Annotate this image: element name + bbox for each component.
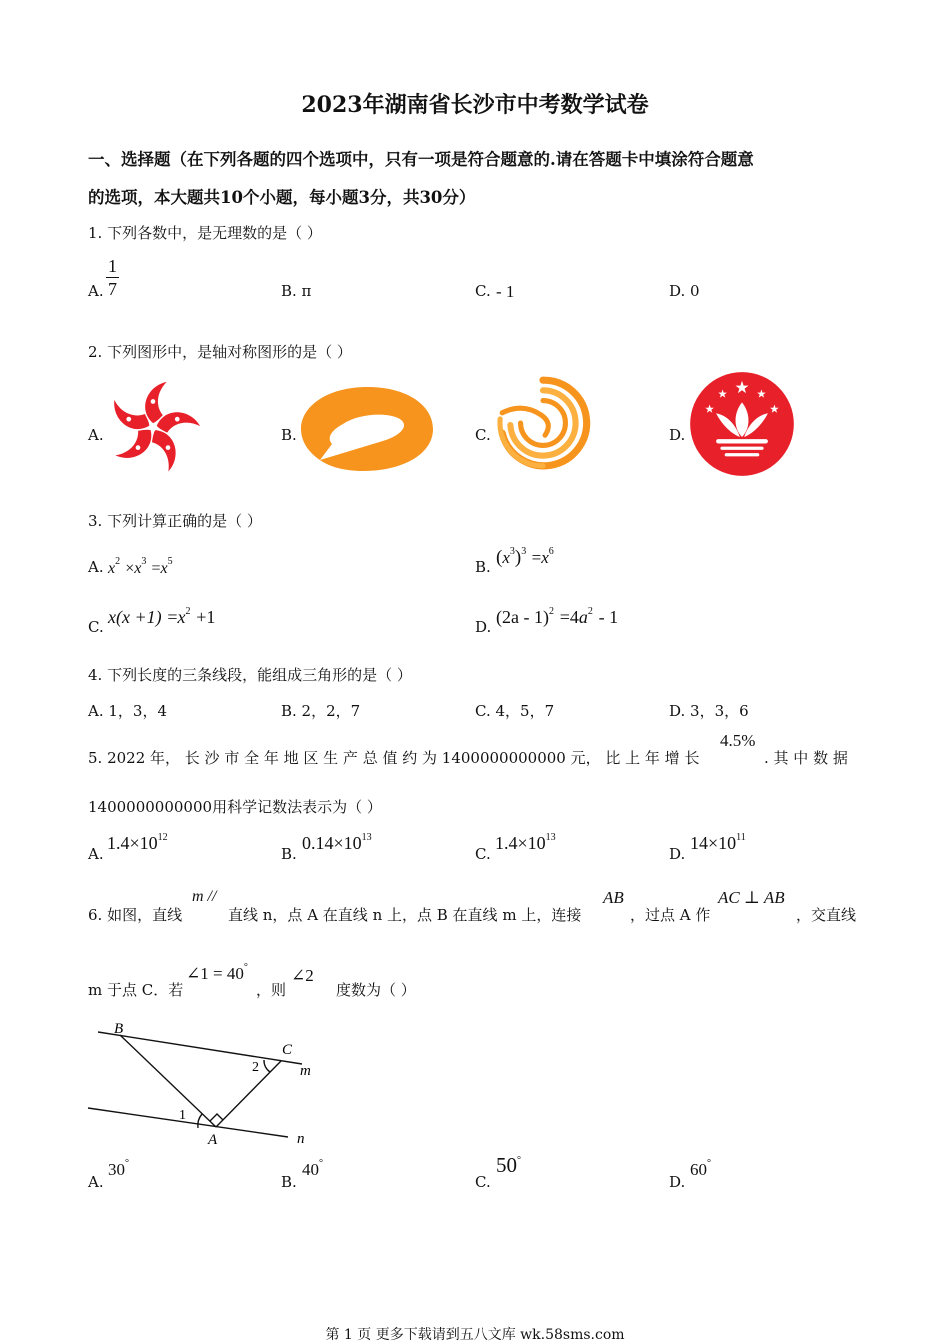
label-b: B <box>114 1021 124 1037</box>
q3-option-b-label: B. <box>475 558 491 576</box>
q5-stem-line1-tail: . 其 中 数 据 <box>764 749 848 767</box>
label-c: C <box>282 1042 293 1058</box>
q5-option-a-value: $1.4\times 10^{12}$ <box>107 832 168 853</box>
q5-stem-line1: 5. 2022 年， 长 沙 市 全 年 地 区 生 产 总 值 约 为 1400000000000 元， 比 上 年 增 长 <box>88 749 700 767</box>
q6-m-parallel: m // <box>192 888 217 905</box>
q5-option-d-label: D. <box>669 845 686 863</box>
q5-option-a-label: A. <box>88 845 104 863</box>
q6-option-b-value: 40° <box>302 1158 323 1179</box>
q1-option-c-value: - 1 <box>496 282 515 301</box>
q5-growth-rate: 4.5% <box>720 731 756 750</box>
phoenix-swirl-logo <box>492 372 594 474</box>
q5-stem-line2: 1400000000000用科学记数法表示为（ ） <box>88 798 382 816</box>
q4-stem: 4. 下列长度的三条线段，能组成三角形的是（ ） <box>88 666 412 684</box>
line-n <box>88 1108 288 1137</box>
fraction-denominator: 7 <box>108 279 117 299</box>
q4-option-b: B. 2，2，7 <box>281 702 361 720</box>
right-angle-mark <box>210 1114 223 1121</box>
label-angle-1: 1 <box>179 1108 186 1123</box>
q3-option-c-expression: $x(x +1) =x^2 +1$ <box>108 606 216 627</box>
q2-stem: 2. 下列图形中，是轴对称图形的是（ ） <box>88 343 352 361</box>
q6-angle1-given: ∠1 = 40° <box>186 962 248 983</box>
q6-angle2: ∠2 <box>291 966 314 985</box>
line-m <box>98 1032 302 1064</box>
q5-option-c-label: C. <box>475 845 491 863</box>
label-n: n <box>297 1131 305 1147</box>
section-heading-line1: 一、选择题（在下列各题的四个选项中，只有一项是符合题意的.请在答题卡中填涂符合题意 <box>88 150 754 169</box>
q2-option-a-label: A. <box>88 426 104 444</box>
q1-option-d: D. 0 <box>669 282 700 300</box>
q1-option-c-label: C. <box>475 282 491 300</box>
q4-option-a: A. 1，3，4 <box>88 702 167 720</box>
exam-title: 2023年湖南省长沙市中考数学试卷 <box>301 92 649 118</box>
q6-stem-part2: 直线 n，点 A 在直线 n 上，点 B 在直线 m 上，连接 <box>228 906 582 924</box>
section-heading-line2: 的选项，本大题共10个小题，每小题3分，共30分） <box>88 188 476 207</box>
q6-option-a-label: A. <box>88 1173 104 1191</box>
q6-stem-part1: 6. 如图，直线 <box>88 906 183 924</box>
label-a: A <box>208 1132 218 1148</box>
q6-option-a-value: 30° <box>108 1158 129 1179</box>
q6-stem-line2-start: m 于点 C．若 <box>88 981 184 999</box>
q6-option-d-label: D. <box>669 1173 686 1191</box>
q1-option-b: B. π <box>281 282 312 300</box>
q3-stem: 3. 下列计算正确的是（ ） <box>88 512 262 530</box>
q4-option-d: D. 3，3，6 <box>669 702 749 720</box>
q2-option-c-label: C. <box>475 426 491 444</box>
q3-option-d-label: D. <box>475 618 492 636</box>
q6-stem-part4: ，交直线 <box>796 906 857 924</box>
q5-option-c-value: $1.4\times 10^{13}$ <box>495 832 556 853</box>
q6-segment-ab: AB <box>603 888 624 907</box>
q3-option-a-expression: $x^2 \times x^3 =x^5$ <box>108 556 173 577</box>
q5-option-b-label: B. <box>281 845 297 863</box>
q1-option-a-label: A. <box>88 282 104 300</box>
angle1-arc <box>198 1114 202 1128</box>
fraction-numerator: 1 <box>108 256 117 276</box>
segment-ac <box>216 1061 281 1127</box>
q5-option-b-value: $0.14\times 10^{13}$ <box>302 832 372 853</box>
macao-lotus-emblem <box>688 370 796 478</box>
q3-option-a-label: A. <box>88 558 104 576</box>
q1-option-a-fraction <box>106 255 119 300</box>
label-m: m <box>300 1063 311 1079</box>
q3-option-b-expression: $(x^3)^3 =x^6$ <box>496 546 554 568</box>
q6-option-b-label: B. <box>281 1173 297 1191</box>
q5-option-d-value: $14\times 10^{11}$ <box>690 832 746 853</box>
label-angle-2: 2 <box>252 1060 259 1075</box>
angle2-arc <box>264 1060 270 1072</box>
q6-perpendicular: AC ⊥ AB <box>718 888 785 907</box>
q3-option-d-expression: $(2a - 1)^2 =4a^2 - 1$ <box>496 606 619 627</box>
q6-stem-part3: ，过点 A 作 <box>630 906 711 924</box>
q6-stem-line2-mid: ，则 <box>256 981 287 999</box>
page-footer: 第 1 页 更多下载请到五八文库 wk.58sms.com <box>325 1327 625 1343</box>
q6-stem-line2-end: 度数为（ ） <box>336 981 416 999</box>
q3-option-c-label: C. <box>88 618 104 636</box>
orange-pacman-logo <box>298 384 436 474</box>
q4-option-c: C. 4，5，7 <box>475 702 555 720</box>
q6-option-c-value: 50° <box>496 1153 521 1177</box>
q2-option-d-label: D. <box>669 426 686 444</box>
q1-stem: 1. 下列各数中，是无理数的是（ ） <box>88 224 322 242</box>
q2-option-b-label: B. <box>281 426 297 444</box>
q6-option-d-value: 60° <box>690 1158 711 1179</box>
q6-option-c-label: C. <box>475 1173 491 1191</box>
q6-geometry-figure <box>84 1016 324 1150</box>
hong-kong-bauhinia-emblem <box>104 378 202 476</box>
